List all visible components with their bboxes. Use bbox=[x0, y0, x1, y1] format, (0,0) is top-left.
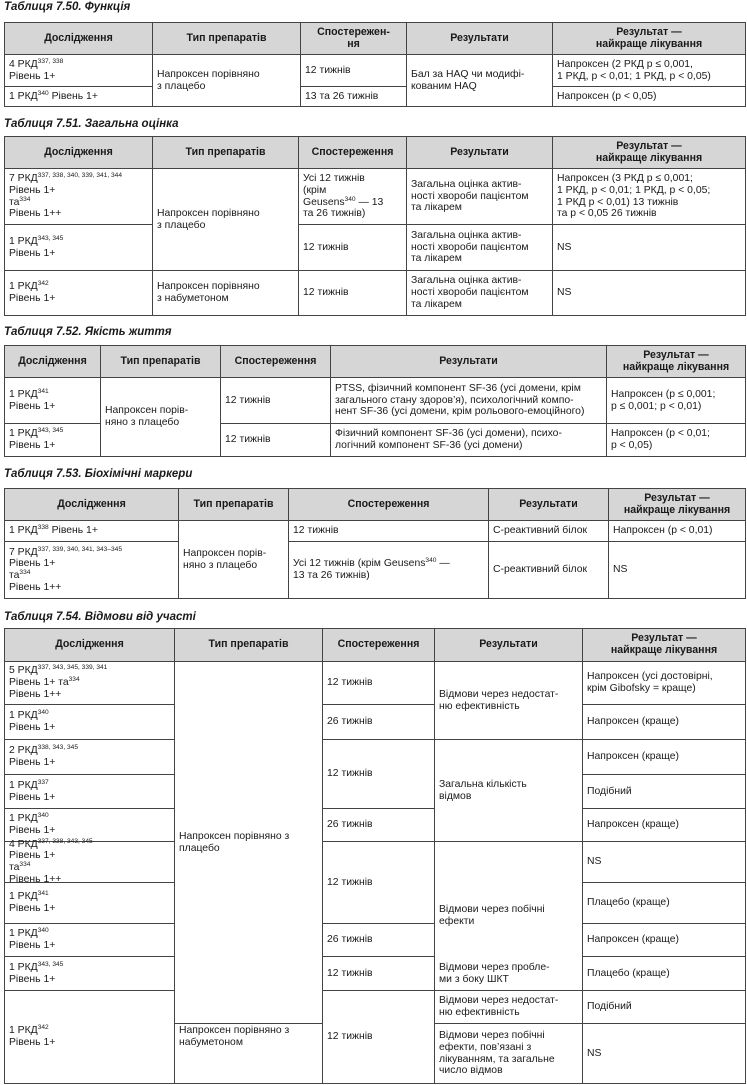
table-cell-observation bbox=[301, 55, 407, 87]
cell-text: 12 тижнів bbox=[305, 64, 351, 76]
cell-text: Напроксен (p < 0,01; p < 0,05) bbox=[611, 428, 710, 451]
header-cell-results bbox=[435, 629, 583, 662]
table-cell-drug-type bbox=[175, 991, 323, 1083]
cell-text: Напроксен порів- няно з плацебо bbox=[105, 405, 189, 428]
table-cell-results bbox=[407, 271, 553, 315]
cell-text: 12 тижнів bbox=[225, 434, 271, 446]
cell-text: Загальна оцінка актив- ності хвороби пацієнтом та лікарем bbox=[411, 229, 529, 265]
header-label: Результат — найкраще лікування bbox=[622, 348, 730, 373]
table-cell-study bbox=[5, 271, 153, 315]
cell-text: 12 тижнів bbox=[327, 768, 373, 780]
cell-text: Відмови через пробле- ми з боку ШКТ bbox=[439, 961, 550, 985]
header-cell-best-treatment bbox=[553, 137, 745, 169]
cell-text: 13 та 26 тижнів bbox=[305, 90, 379, 102]
cell-text: 12 тижнів bbox=[327, 876, 373, 888]
header-label: Дослідження bbox=[18, 354, 87, 367]
table-cell-drug-type bbox=[153, 55, 301, 106]
header-cell-observation bbox=[221, 346, 331, 378]
table-cell-observation bbox=[323, 991, 435, 1083]
table-cell-results bbox=[489, 521, 609, 542]
table-cell-study bbox=[5, 662, 175, 705]
cell-text: 12 тижнів bbox=[303, 241, 349, 253]
cell-text: NS bbox=[613, 564, 628, 576]
table-cell-drug-type bbox=[153, 271, 299, 315]
header-label: Спостереження bbox=[311, 145, 394, 158]
table-cell-best-treatment bbox=[553, 169, 745, 225]
cell-text: Напроксен (краще) bbox=[587, 751, 679, 763]
table-cell-observation bbox=[323, 957, 435, 991]
table-cell-best-treatment bbox=[553, 55, 745, 87]
cell-text: 26 тижнів bbox=[327, 819, 373, 831]
cell-text: 1 РКД$^{338}$ Рівень 1+ bbox=[9, 524, 98, 537]
cell-text: NS bbox=[587, 856, 602, 868]
table-cell-best-treatment bbox=[607, 424, 745, 456]
header-label: Результати bbox=[519, 497, 578, 510]
cell-text: Плацебо (краще) bbox=[587, 967, 670, 979]
table-cell-observation bbox=[323, 809, 435, 842]
table-cell-observation bbox=[323, 924, 435, 957]
table-cell-drug-type bbox=[153, 169, 299, 271]
header-cell-study bbox=[5, 629, 175, 662]
cell-text: Напроксен (2 РКД p ≤ 0,001, 1 РКД, p < 0,01; 1 РКД, p < 0,05) bbox=[557, 58, 711, 82]
cell-text: Подібний bbox=[587, 785, 632, 797]
header-label: Тип препаратів bbox=[186, 31, 267, 44]
cell-text: Напроксен (p < 0,01) bbox=[613, 525, 713, 537]
table-cell-observation bbox=[221, 378, 331, 424]
table-cell-study bbox=[5, 775, 175, 809]
header-label: Дослідження bbox=[57, 497, 126, 510]
table-cell-best-treatment bbox=[553, 225, 745, 271]
cell-text: 12 тижнів bbox=[327, 1031, 373, 1043]
cell-text: Подібний bbox=[587, 1001, 632, 1013]
header-cell-drug-type bbox=[179, 489, 289, 521]
header-cell-best-treatment bbox=[583, 629, 745, 662]
cell-text: 12 тижнів bbox=[225, 394, 271, 406]
cell-text: С-реактивний білок bbox=[493, 564, 588, 576]
table-cell-results bbox=[331, 378, 607, 424]
header-label: Результати bbox=[450, 145, 509, 158]
table-cell-observation bbox=[323, 705, 435, 740]
table-cell-results bbox=[435, 1024, 583, 1083]
cell-text: Напроксен (p < 0,05) bbox=[557, 90, 657, 102]
cell-text: Напроксен (краще) bbox=[587, 716, 679, 728]
data-table bbox=[4, 136, 746, 316]
header-cell-results bbox=[407, 23, 553, 55]
table-cell-best-treatment bbox=[583, 809, 745, 842]
cell-text: Напроксен порів- няно з плацебо bbox=[183, 547, 267, 571]
table-cell-drug-type bbox=[179, 521, 289, 598]
header-cell-observation bbox=[289, 489, 489, 521]
table-cell-study bbox=[5, 705, 175, 740]
header-label: Результат — найкраще лікування bbox=[610, 632, 718, 656]
data-table bbox=[4, 628, 746, 1084]
cell-text: Напроксен порівняно з набуметоном bbox=[157, 281, 260, 304]
table-cell-results bbox=[435, 991, 583, 1024]
header-cell-best-treatment bbox=[553, 23, 745, 55]
header-label: Спостереження bbox=[234, 354, 317, 367]
table-cell-study bbox=[5, 740, 175, 775]
cell-text: Усі 12 тижнів (крім Geusens$^{340}$ — 13 та 26 тижнів) bbox=[303, 173, 384, 220]
table-cell-results bbox=[407, 169, 553, 225]
table-cell-observation bbox=[289, 521, 489, 542]
table-cell-study bbox=[5, 837, 175, 885]
table-cell-results bbox=[331, 424, 607, 456]
cell-text: 26 тижнів bbox=[327, 716, 373, 728]
cell-text: Напроксен порівняно з набуметоном bbox=[179, 1025, 290, 1048]
cell-text: 12 тижнів bbox=[327, 967, 373, 979]
header-label: Результат — найкраще лікування bbox=[595, 25, 703, 50]
cell-text: 1 РКД$^{343, 345}$ Рівень 1+ bbox=[9, 427, 64, 451]
header-cell-results bbox=[489, 489, 609, 521]
header-label: Спостережен- ня bbox=[317, 25, 390, 50]
table-cell-observation bbox=[323, 662, 435, 705]
table-cell-study bbox=[5, 542, 179, 598]
cell-text: 4 РКД$^{337, 338, 343, 345}$ Рівень 1+ $та^{334}$ Рівень 1++ bbox=[9, 837, 93, 885]
table-cell-best-treatment bbox=[583, 924, 745, 957]
table-cell-study bbox=[5, 87, 153, 106]
cell-text: 1 РКД$^{343, 345}$ Рівень 1+ bbox=[9, 960, 64, 985]
cell-text: Загальна оцінка актив- ності хвороби пацієнтом та лікарем bbox=[411, 178, 529, 214]
table-cell-best-treatment bbox=[583, 883, 745, 924]
header-label: Тип препаратів bbox=[208, 638, 289, 651]
table-cell-results bbox=[489, 542, 609, 598]
cell-text: Усі 12 тижнів (крім Geusens$^{340}$ — 13 та 26 тижнів) bbox=[293, 557, 450, 581]
table-cell-results bbox=[407, 225, 553, 271]
header-label: Спостереження bbox=[347, 497, 430, 510]
cell-text: Відмови через побічні ефекти, пов’язані з лікуванням, та загальне число відмов bbox=[439, 1030, 555, 1077]
table-cell-observation bbox=[299, 225, 407, 271]
cell-text: PTSS, фізичний компонент SF-36 (усі домени, крім загального стану здоров’я), психологічний компо- нент SF-36 (усі домени, крім рольового-емоційного) bbox=[335, 382, 585, 418]
table-cell-results bbox=[407, 55, 553, 106]
cell-text: 26 тижнів bbox=[327, 934, 373, 946]
cell-text: Напроксен (p ≤ 0,001; p ≤ 0,001; p < 0,01) bbox=[611, 388, 716, 412]
table-cell-results bbox=[435, 662, 583, 740]
cell-text: 1 РКД$^{340}$ Рівень 1+ bbox=[9, 927, 56, 951]
header-label: Спостереження bbox=[337, 638, 420, 651]
header-cell-study bbox=[5, 23, 153, 55]
cell-text: Фізичний компонент SF-36 (усі домени), психо- логічний компонент SF-36 (усі домени) bbox=[335, 428, 562, 451]
table-cell-best-treatment bbox=[609, 542, 745, 598]
header-label: Тип препаратів bbox=[185, 145, 266, 158]
header-label: Дослідження bbox=[55, 638, 124, 651]
cell-text: 7 РКД$^{337, 338, 340, 339, 341, 344}$ Рівень 1+ $та^{334}$ Рівень 1++ bbox=[9, 172, 123, 220]
header-label: Результати bbox=[450, 31, 509, 44]
table-cell-study bbox=[5, 521, 179, 542]
header-label: Результати bbox=[479, 638, 538, 651]
header-cell-drug-type bbox=[175, 629, 323, 662]
cell-text: NS bbox=[557, 241, 572, 253]
table-cell-results bbox=[435, 740, 583, 842]
table-cell-study bbox=[5, 924, 175, 957]
table-cell-drug-type bbox=[175, 662, 323, 1024]
table-cell-study bbox=[5, 225, 153, 271]
table-caption: Таблиця 7.53. Біохімічні маркери bbox=[4, 468, 193, 480]
header-cell-best-treatment bbox=[609, 489, 745, 521]
header-cell-study bbox=[5, 489, 179, 521]
data-table bbox=[4, 488, 746, 599]
table-cell-observation bbox=[221, 424, 331, 456]
header-label: Тип препаратів bbox=[120, 354, 201, 367]
header-cell-observation bbox=[301, 23, 407, 55]
table-caption: Таблиця 7.50. Функція bbox=[4, 1, 131, 13]
table-caption: Таблиця 7.51. Загальна оцінка bbox=[4, 118, 179, 130]
header-cell-drug-type bbox=[153, 137, 299, 169]
header-cell-drug-type bbox=[153, 23, 301, 55]
cell-text: 5 РКД$^{337, 343, 345, 339, 341}$ Рівень $1+ та^{334}$ Рівень 1++ bbox=[9, 664, 108, 700]
header-label: Дослідження bbox=[44, 145, 113, 158]
header-label: Тип препаратів bbox=[193, 497, 274, 510]
cell-text: 4 РКД$^{337, 338}$ Рівень 1+ bbox=[9, 57, 64, 82]
table-cell-study bbox=[5, 957, 175, 991]
header-cell-observation bbox=[299, 137, 407, 169]
cell-text: 1 РКД$^{342}$ Рівень 1+ bbox=[9, 1024, 56, 1048]
table-cell-best-treatment bbox=[583, 775, 745, 809]
cell-text: Напроксен порівняно з плацебо bbox=[157, 207, 260, 231]
table-cell-observation bbox=[299, 169, 407, 225]
table-cell-study bbox=[5, 55, 153, 87]
cell-text: Відмови через недостат- ню ефективність bbox=[439, 688, 559, 712]
table-cell-best-treatment bbox=[583, 740, 745, 775]
table-cell-best-treatment bbox=[607, 378, 745, 424]
table-cell-best-treatment bbox=[609, 521, 745, 542]
cell-text: NS bbox=[587, 1047, 602, 1059]
table-cell-study bbox=[5, 378, 101, 424]
cell-text: Відмови через недостат- ню ефективність bbox=[439, 995, 559, 1018]
table-cell-best-treatment bbox=[553, 271, 745, 315]
table-cell-best-treatment bbox=[553, 87, 745, 106]
cell-text: 2 РКД$^{338, 343, 345}$ Рівень 1+ bbox=[9, 744, 79, 768]
cell-text: 1 РКД$^{340}$ Рівень 1+ bbox=[9, 89, 98, 102]
cell-text: 1 РКД$^{342}$ Рівень 1+ bbox=[9, 280, 56, 304]
table-cell-study bbox=[5, 991, 175, 1083]
header-label: Результати bbox=[439, 354, 498, 367]
data-table bbox=[4, 22, 746, 107]
cell-text: Напроксен порівняно з плацебо bbox=[179, 830, 290, 854]
table-cell-study bbox=[5, 424, 101, 456]
cell-text: 7 РКД$^{337, 339, 340, 341, 343-345}$ Рівень 1+ $та^{334}$ Рівень 1++ bbox=[9, 545, 123, 593]
table-cell-best-treatment bbox=[583, 662, 745, 705]
cell-text: 1 РКД$^{341}$ Рівень 1+ bbox=[9, 890, 56, 914]
cell-text: Напроксен (краще) bbox=[587, 934, 679, 946]
table-caption: Таблиця 7.54. Відмови від участі bbox=[4, 611, 196, 623]
table-cell-observation bbox=[323, 740, 435, 809]
cell-text: Напроксен (краще) bbox=[587, 819, 679, 831]
header-cell-results bbox=[407, 137, 553, 169]
table-cell-best-treatment bbox=[583, 991, 745, 1024]
table-cell-results bbox=[435, 957, 583, 991]
header-label: Результат — найкраще лікування bbox=[623, 491, 731, 516]
cell-text: Загальна кількість відмов bbox=[439, 778, 527, 802]
header-cell-study bbox=[5, 346, 101, 378]
cell-text: 12 тижнів bbox=[327, 677, 373, 689]
cell-text: 1 РКД$^{343, 345}$ Рівень 1+ bbox=[9, 234, 64, 259]
cell-text: Відмови через побічні ефекти bbox=[439, 904, 545, 927]
cell-text: С-реактивний білок bbox=[493, 525, 588, 537]
header-cell-observation bbox=[323, 629, 435, 662]
cell-text: Плацебо (краще) bbox=[587, 897, 670, 909]
data-table bbox=[4, 345, 746, 457]
cell-text: 1 РКД$^{337}$ Рівень 1+ bbox=[9, 778, 56, 803]
table-caption: Таблиця 7.52. Якість життя bbox=[4, 326, 172, 338]
cell-text: 1 РКД$^{340}$ Рівень 1+ bbox=[9, 812, 56, 836]
cell-text: Напроксен (3 РКД p ≤ 0,001; 1 РКД, p < 0,01; 1 РКД, p < 0,05; 1 РКД p < 0,01) 13 тижнів та p < 0,05 26 тижнів bbox=[557, 173, 711, 220]
table-cell-observation bbox=[289, 542, 489, 598]
cell-text: Загальна оцінка актив- ності хвороби пацієнтом та лікарем bbox=[411, 275, 529, 310]
table-cell-study bbox=[5, 883, 175, 924]
table-cell-observation bbox=[301, 87, 407, 106]
header-cell-results bbox=[331, 346, 607, 378]
table-cell-drug-type bbox=[101, 378, 221, 456]
cell-text: NS bbox=[557, 287, 572, 299]
cell-text: Напроксен (усі достовірні, крім Gibofsky = краще) bbox=[587, 671, 713, 694]
header-label: Результат — найкраще лікування bbox=[595, 139, 703, 164]
cell-text: 1 РКД$^{341}$ Рівень 1+ bbox=[9, 387, 56, 412]
table-cell-best-treatment bbox=[583, 705, 745, 740]
cell-text: Напроксен порівняно з плацебо bbox=[157, 68, 260, 92]
cell-text: 1 РКД$^{340}$ Рівень 1+ bbox=[9, 709, 56, 733]
table-cell-best-treatment bbox=[583, 1024, 745, 1083]
header-cell-best-treatment bbox=[607, 346, 745, 378]
table-cell-study bbox=[5, 169, 153, 225]
table-cell-best-treatment bbox=[583, 957, 745, 991]
cell-text: Бал за HAQ чи модифі- кованим HAQ bbox=[411, 68, 525, 92]
cell-text: 12 тижнів bbox=[293, 525, 339, 537]
header-cell-drug-type bbox=[101, 346, 221, 378]
header-label: Дослідження bbox=[44, 31, 113, 44]
header-cell-study bbox=[5, 137, 153, 169]
cell-text: 12 тижнів bbox=[303, 287, 349, 299]
table-cell-observation bbox=[299, 271, 407, 315]
table-cell-observation bbox=[323, 842, 435, 924]
table-cell-best-treatment bbox=[583, 842, 745, 883]
